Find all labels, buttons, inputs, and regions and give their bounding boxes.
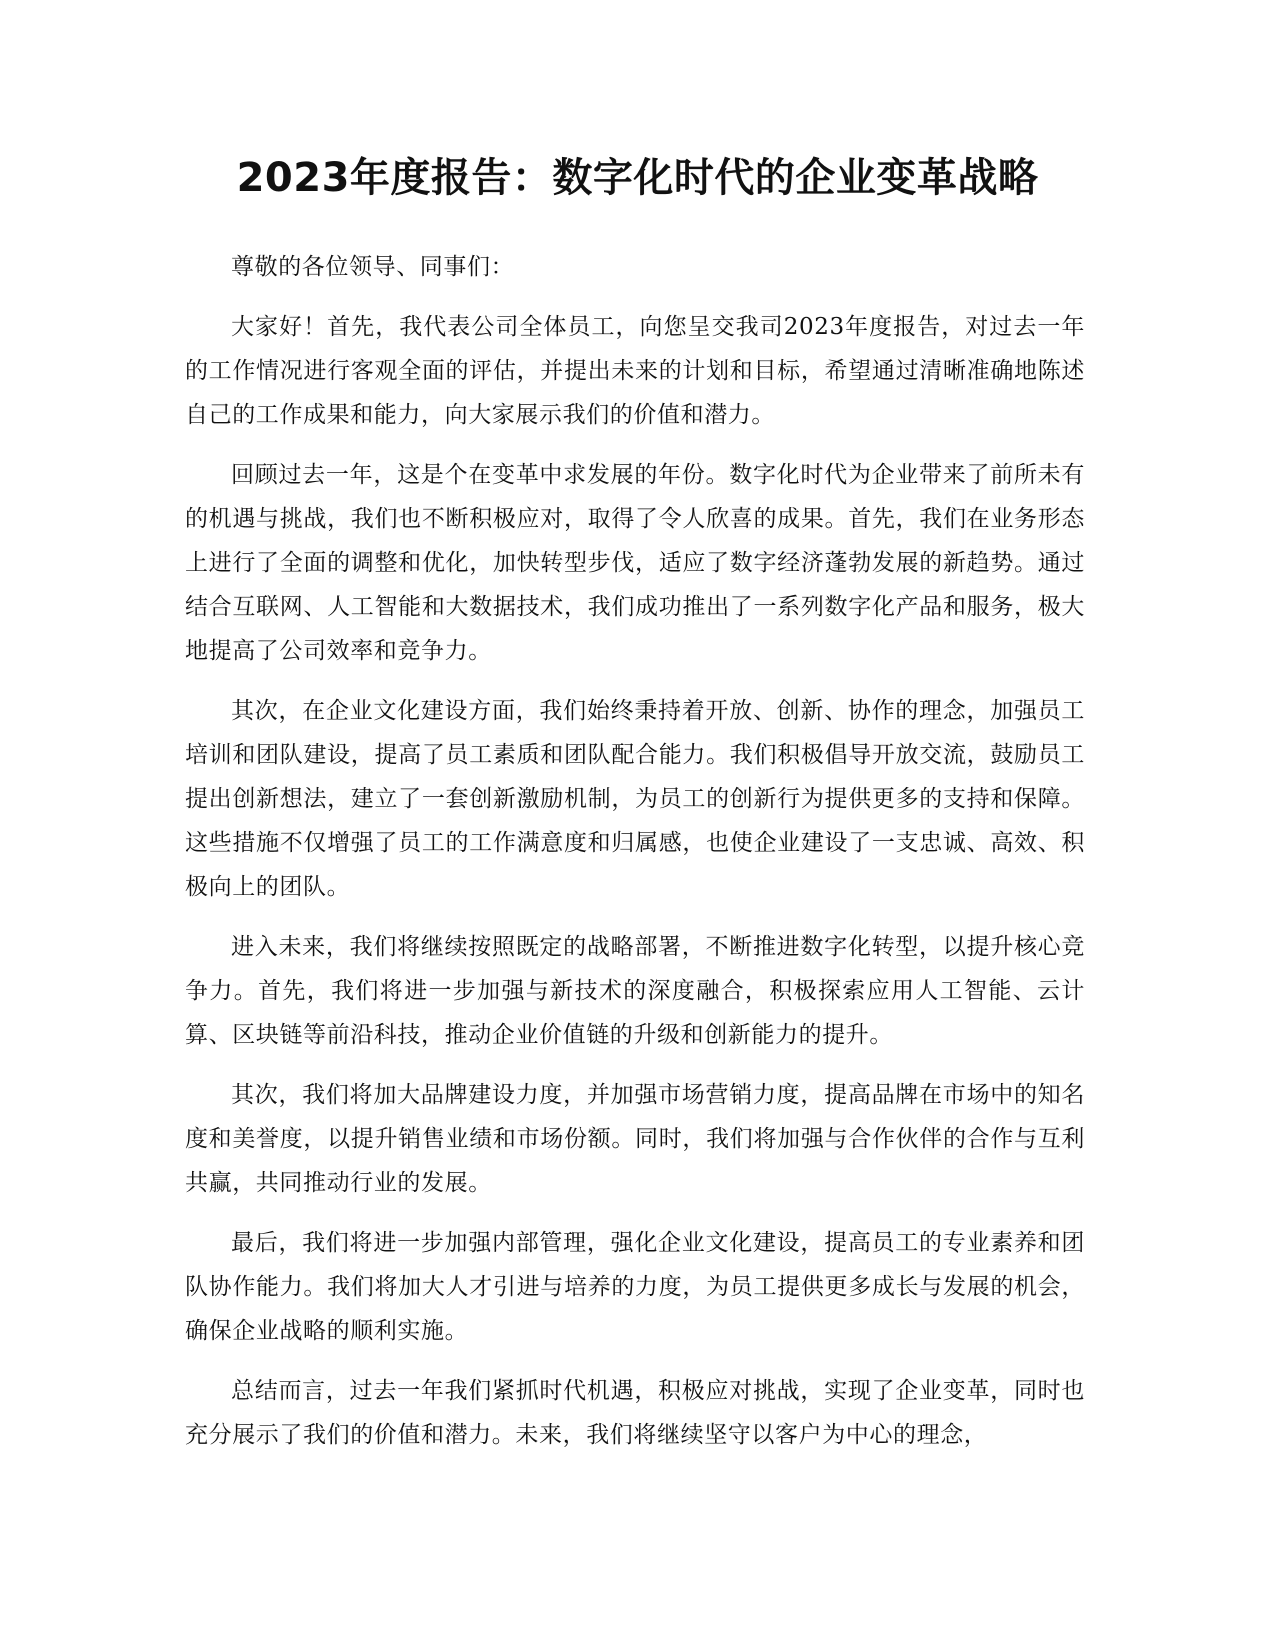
paragraph-review: 回顾过去一年，这是个在变革中求发展的年份。数字化时代为企业带来了前所未有的机遇与挑战，我们也不断积极应对，取得了令人欣喜的成果。首先，我们在业务形态上进行了全面的调整和优化，加快转型步伐，适应了数字经济蓬勃发展的新趋势。通过结合互联网、人工智能和大数据技术，我们成功推出了一系列数字化产品和服务，极大地提高了公司效率和竞争力。 [185,462,1085,664]
paragraph-future-tech: 进入未来，我们将继续按照既定的战略部署，不断推进数字化转型，以提升核心竞争力。首先，我们将进一步加强与新技术的深度融合，积极探索应用人工智能、云计算、区块链等前沿科技，推动企业价值链的升级和创新能力的提升。 [185,934,1085,1048]
paragraph-brand: 其次，我们将加大品牌建设力度，并加强市场营销力度，提高品牌在市场中的知名度和美誉度，以提升销售业绩和市场份额。同时，我们将加强与合作伙伴的合作与互利共赢，共同推动行业的发展。 [185,1082,1085,1196]
paragraph-culture: 其次，在企业文化建设方面，我们始终秉持着开放、创新、协作的理念，加强员工培训和团队建设，提高了员工素质和团队配合能力。我们积极倡导开放交流，鼓励员工提出创新想法，建立了一套创新激励机制，为员工的创新行为提供更多的支持和保障。这些措施不仅增强了员工的工作满意度和归属感，也使企业建设了一支忠诚、高效、积极向上的团队。 [185,698,1085,900]
paragraph-summary: 总结而言，过去一年我们紧抓时代机遇，积极应对挑战，实现了企业变革，同时也充分展示了我们的价值和潜力。未来，我们将继续坚守以客户为中心的理念， [185,1378,1085,1448]
paragraph-greeting: 大家好！首先，我代表公司全体员工，向您呈交我司2023年度报告，对过去一年的工作情况进行客观全面的评估，并提出未来的计划和目标，希望通过清晰准确地陈述自己的工作成果和能力，向大家展示我们的价值和潜力。 [185,314,1085,428]
document-title: 2023年度报告：数字化时代的企业变革战略 [236,155,1039,201]
paragraph-salutation: 尊敬的各位领导、同事们： [231,254,515,280]
paragraph-management: 最后，我们将进一步加强内部管理，强化企业文化建设，提高员工的专业素养和团队协作能力。我们将加大人才引进与培养的力度，为员工提供更多成长与发展的机会，确保企业战略的顺利实施。 [185,1230,1085,1344]
document-body [185,245,1085,1473]
